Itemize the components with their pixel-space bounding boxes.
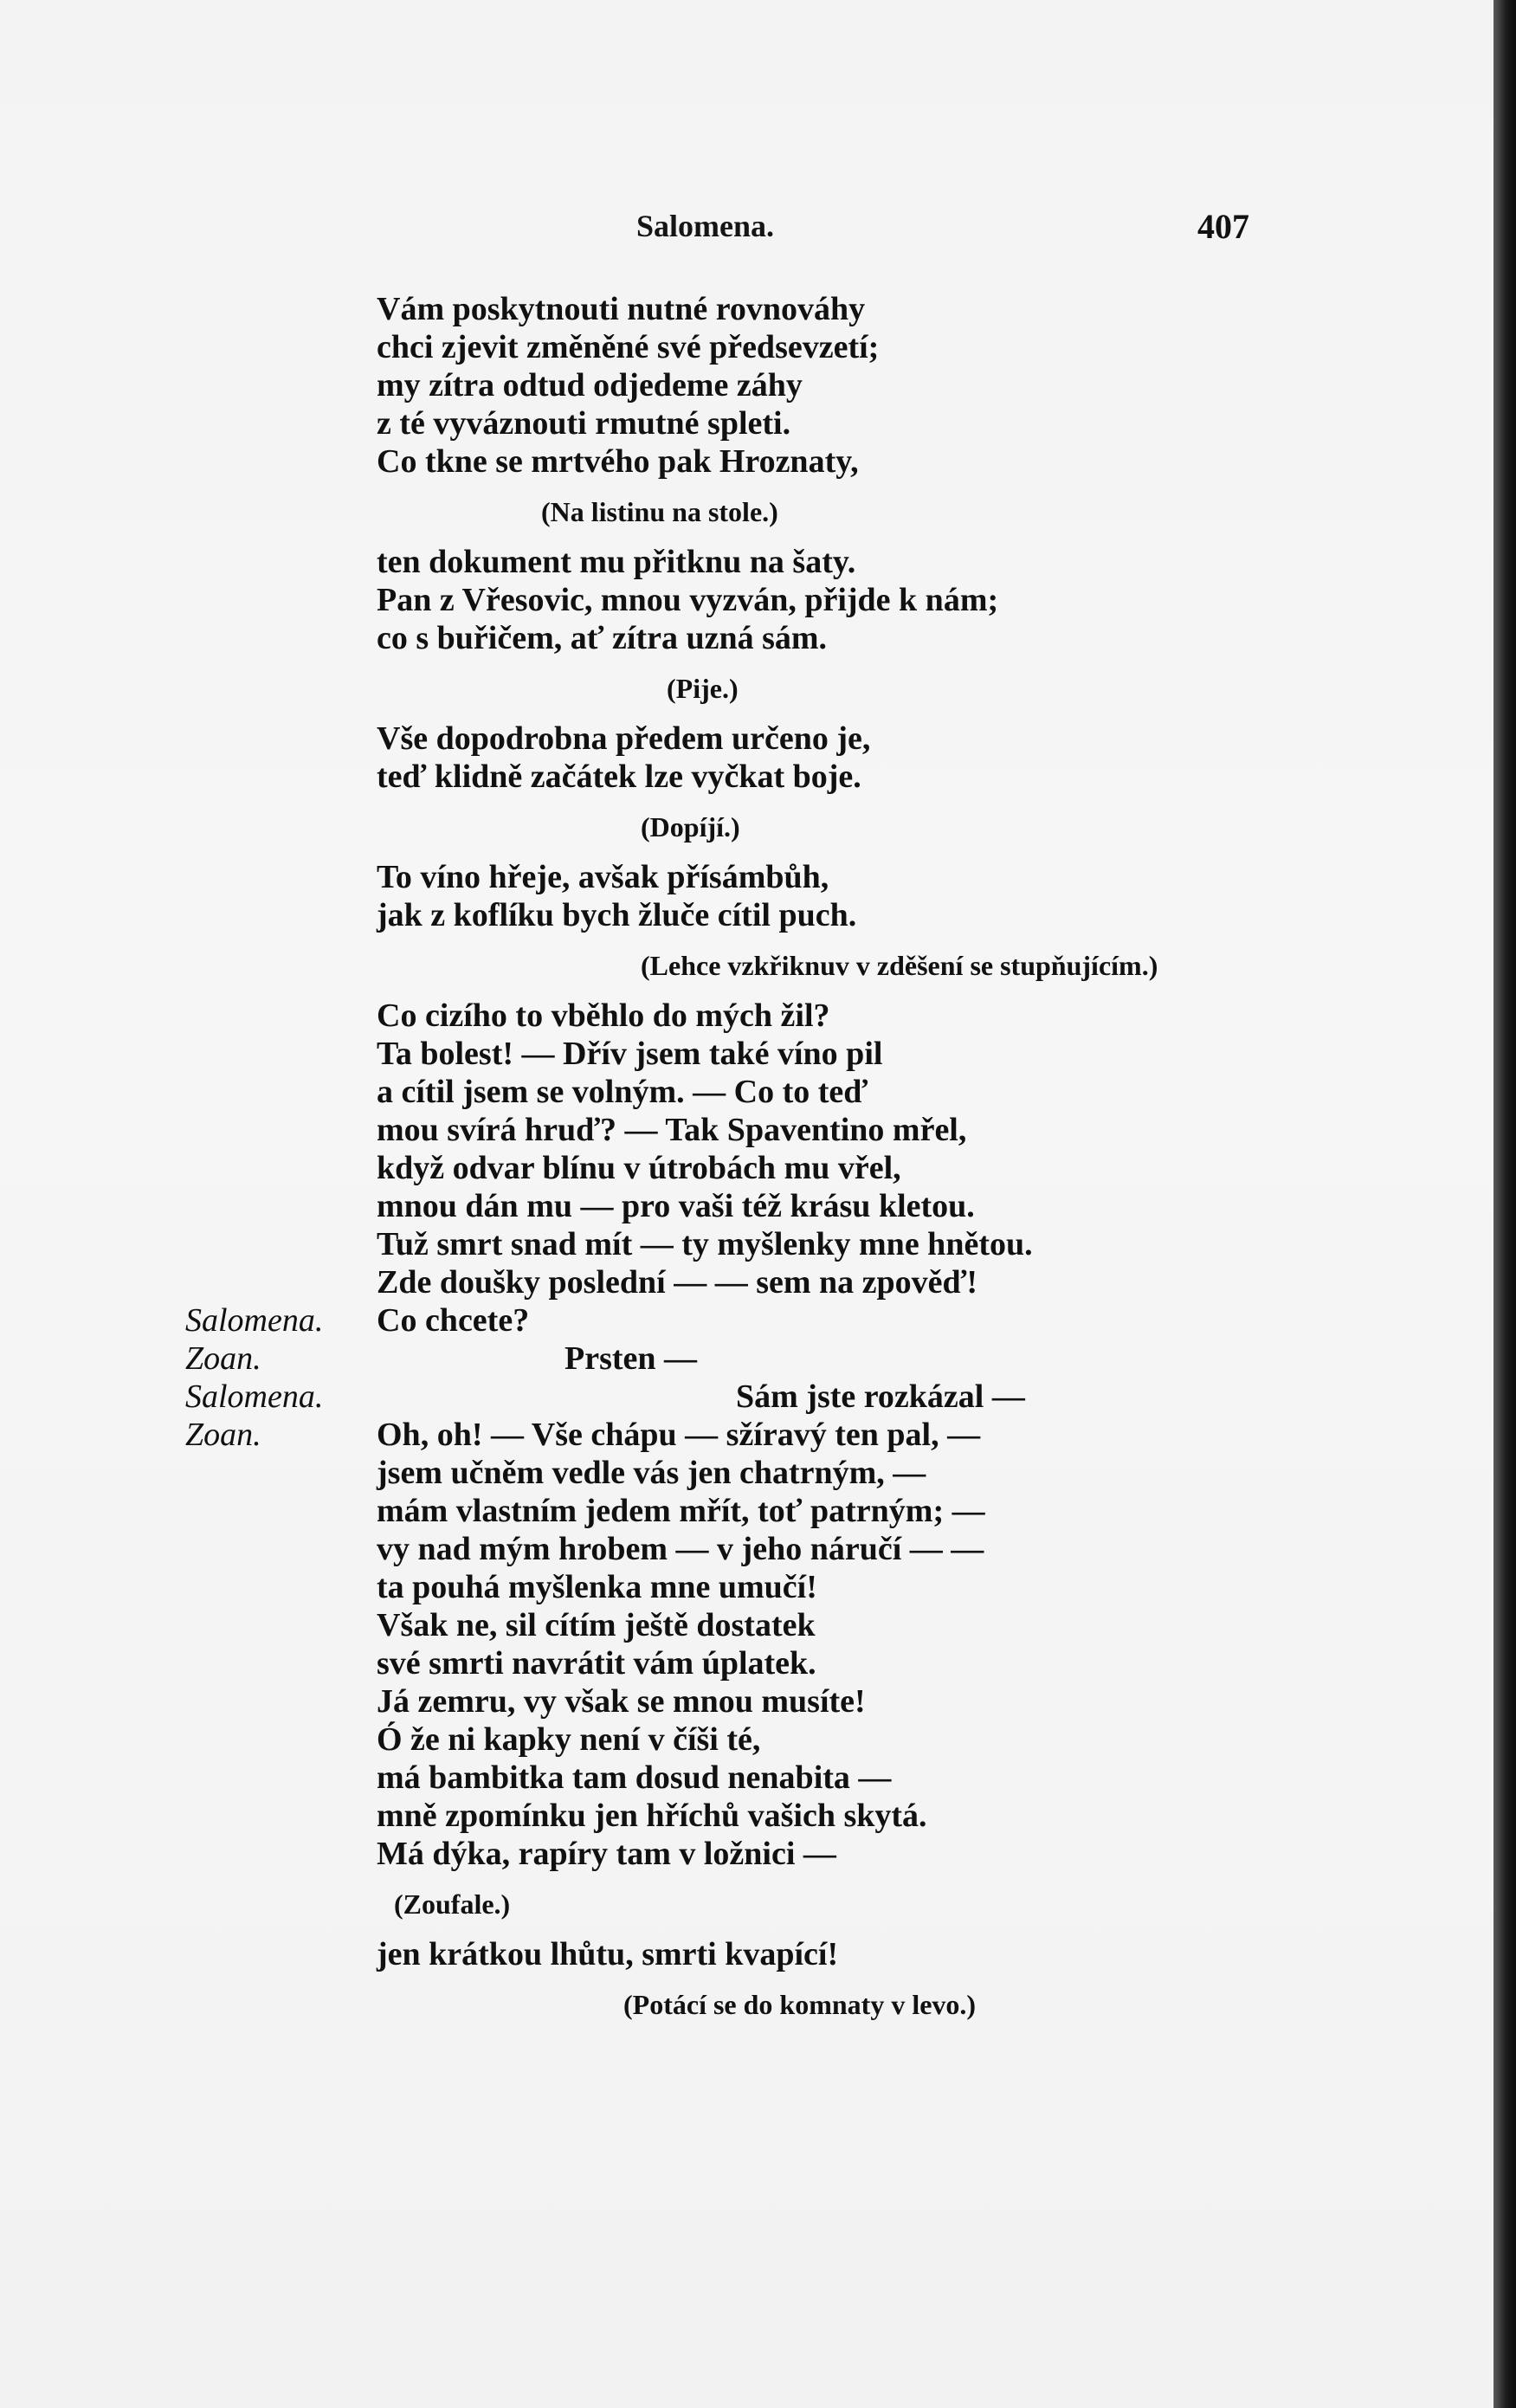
stage-direction-text: (Na listinu na stole.) [541, 496, 778, 527]
verse-text: Pan z Vřesovic, mnou vyzván, přijde k nám; [377, 582, 999, 618]
verse-line [0, 758, 1493, 796]
verse-line [0, 1530, 1493, 1568]
speaker-name: Zoan. [185, 1417, 261, 1453]
stage-direction-text: (Potácí se do komnaty v levo.) [623, 1989, 977, 2020]
verse-line [0, 404, 1493, 442]
stage-direction-text: (Lehce vzkřiknuv v zděšení se stupňujícím.) [641, 950, 1158, 981]
verse-line [0, 1797, 1493, 1835]
stage-direction-text: (Pije.) [667, 673, 739, 704]
stage-direction [0, 1985, 1493, 2024]
stage-direction [0, 669, 1493, 707]
verse-text: vy nad mým hrobem — v jeho náručí — — [377, 1531, 984, 1567]
verse-line [0, 1187, 1493, 1225]
verse-line [0, 1035, 1493, 1073]
verse-line [0, 1759, 1493, 1797]
verse-text: mnou dán mu — pro vaši též krásu kletou. [377, 1188, 975, 1224]
verse-text: jen krátkou lhůtu, smrti kvapící! [377, 1936, 839, 1972]
verse-text: když odvar blínu v útrobách mu vřel, [377, 1150, 901, 1186]
stage-direction [0, 808, 1493, 846]
verse-line [0, 328, 1493, 366]
verse-line [0, 581, 1493, 619]
verse-line [0, 997, 1493, 1035]
verse-text: Však ne, sil cítím ještě dostatek [377, 1607, 816, 1643]
verse-text: Ta bolest! — Dřív jsem také víno pil [377, 1036, 883, 1072]
verse-line [0, 1111, 1493, 1149]
stage-direction-text: (Zoufale.) [394, 1888, 511, 1920]
verse-line [0, 1682, 1493, 1720]
verse-line [0, 1606, 1493, 1644]
stage-direction [0, 946, 1493, 985]
verse-text: mám vlastním jedem mřít, toť patrným; — [377, 1493, 985, 1529]
verse-line [0, 1568, 1493, 1606]
stage-direction-text: (Dopíjí.) [641, 811, 740, 842]
verse-line [0, 1225, 1493, 1263]
verse-text: Má dýka, rapíry tam v ložnici — [377, 1836, 836, 1872]
verse-text: Co chcete? [377, 1302, 530, 1339]
verse-line [0, 1935, 1493, 1973]
verse-text: teď klidně začátek lze vyčkat boje. [377, 759, 861, 795]
page-edge-shadow [1493, 0, 1516, 2408]
verse-line [0, 1454, 1493, 1492]
verse-text: Ó že ni kapky není v číši té, [377, 1721, 761, 1758]
verse-line [0, 1492, 1493, 1530]
verse-line [0, 720, 1493, 758]
verse-text: své smrti navrátit vám úplatek. [377, 1645, 816, 1682]
stage-direction [0, 1885, 1493, 1923]
verse-line [0, 442, 1493, 481]
verse-text: chci zjevit změněné své předsevzetí; [377, 329, 880, 365]
verse-text: Prsten — [564, 1340, 698, 1377]
page-number: 407 [1197, 207, 1249, 246]
verse-text: Oh, oh! — Vše chápu — sžíravý ten pal, — [377, 1417, 981, 1453]
verse-line [0, 858, 1493, 896]
verse-line [0, 1073, 1493, 1111]
verse-text: mně zpomínku jen hříchů vašich skytá. [377, 1798, 927, 1834]
verse-text: a cítil jsem se volným. — Co to teď [377, 1074, 868, 1110]
verse-text: my zítra odtud odjedeme záhy [377, 367, 803, 403]
verse-text: Vám poskytnouti nutné rovnováhy [377, 291, 866, 327]
verse-text: jak z koflíku bych žluče cítil puch. [377, 897, 857, 933]
verse-text: mou svírá hruď? — Tak Spaventino mřel, [377, 1112, 967, 1148]
running-title: Salomena. [636, 209, 775, 243]
verse-text: Co cizího to vběhlo do mých žil? [377, 997, 830, 1034]
speaker-name: Salomena. [185, 1378, 324, 1415]
verse-line [0, 896, 1493, 934]
speaker-name: Salomena. [185, 1302, 324, 1339]
verse-line [0, 1720, 1493, 1759]
verse-text: ta pouhá myšlenka mne umučí! [377, 1569, 817, 1605]
verse-line [0, 619, 1493, 657]
verse-text: Tuž smrt snad mít — ty myšlenky mne hnětou. [377, 1226, 1033, 1262]
verse-text: ten dokument mu přitknu na šaty. [377, 544, 856, 580]
drama-text [0, 290, 1493, 2036]
stage-direction [0, 493, 1493, 531]
verse-text: jsem učněm vedle vás jen chatrným, — [377, 1455, 926, 1491]
verse-text: má bambitka tam dosud nenabita — [377, 1759, 892, 1796]
verse-line [0, 1835, 1493, 1873]
verse-line [0, 1378, 1493, 1416]
verse-line [0, 1263, 1493, 1301]
verse-line [0, 543, 1493, 581]
verse-line [0, 290, 1493, 328]
verse-text: Vše dopodrobna předem určeno je, [377, 720, 871, 757]
verse-text: Co tkne se mrtvého pak Hroznaty, [377, 443, 859, 480]
verse-text: co s buřičem, ať zítra uzná sám. [377, 620, 828, 656]
verse-line [0, 366, 1493, 404]
verse-text: Zde doušky poslední — — sem na zpověď! [377, 1264, 978, 1301]
verse-text: Já zemru, vy však se mnou musíte! [377, 1683, 866, 1720]
speaker-name: Zoan. [185, 1340, 261, 1377]
verse-text: Sám jste rozkázal — [736, 1378, 1025, 1415]
verse-line [0, 1149, 1493, 1187]
verse-line [0, 1416, 1493, 1454]
verse-line [0, 1340, 1493, 1378]
verse-text: To víno hřeje, avšak přísámbůh, [377, 859, 829, 895]
verse-text: z té vyváznouti rmutné spleti. [377, 405, 791, 442]
verse-line [0, 1301, 1493, 1340]
verse-line [0, 1644, 1493, 1682]
